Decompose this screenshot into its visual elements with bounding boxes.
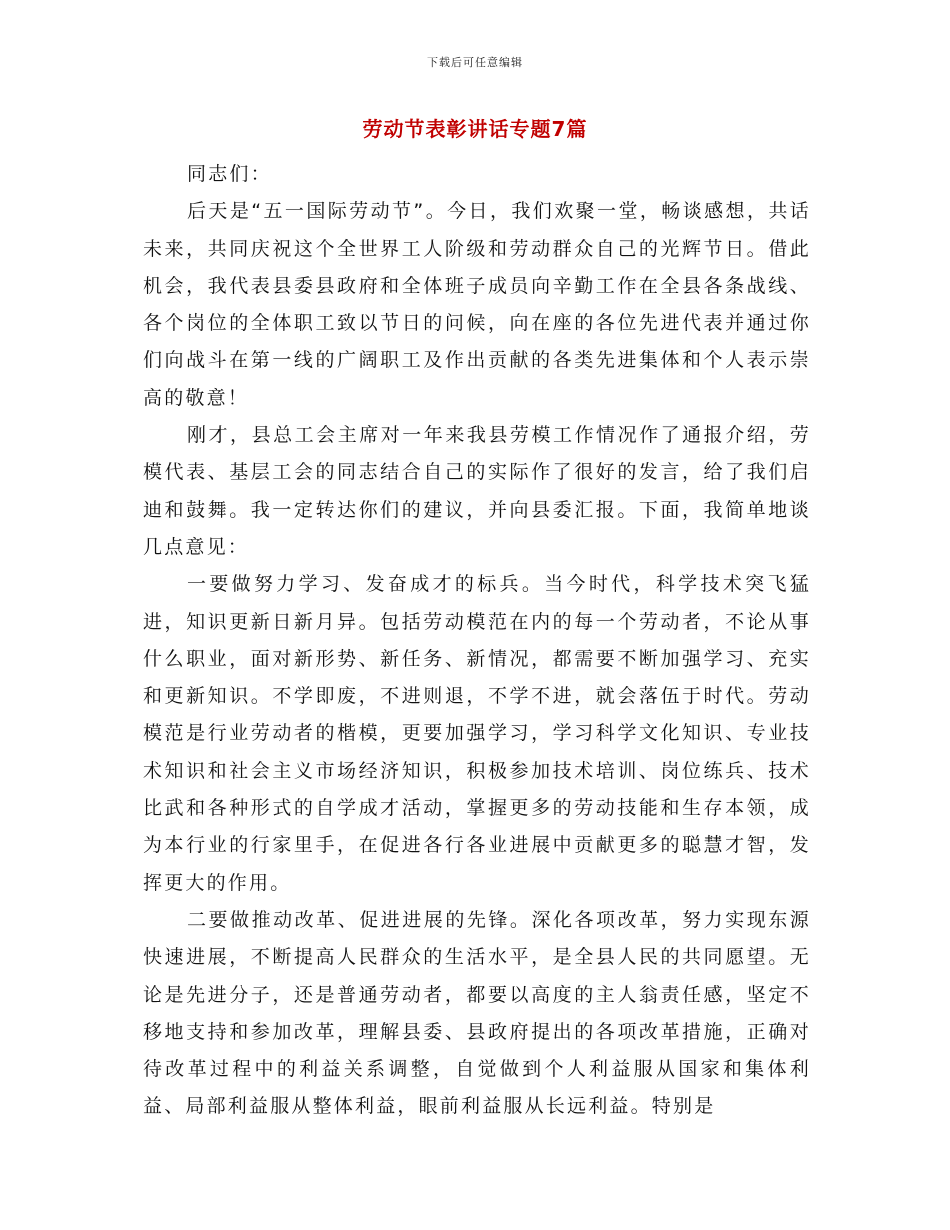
body-paragraph-2: 刚才，县总工会主席对一年来我县劳模工作情况作了通报介绍，劳模代表、基层工会的同志结合自己的实际作了很好的发言，给了我们启迪和鼓舞。我一定转达你们的建议，并向县委汇报。下面，我简单地谈几点意见： <box>143 424 811 558</box>
salutation-paragraph: 同志们： <box>187 163 272 185</box>
body-paragraph-1: 后天是“五一国际劳动节”。今日，我们欢聚一堂，畅谈感想，共话未来，共同庆祝这个全世界工人阶级和劳动群众自己的光辉节日。借此机会，我代表县委县政府和全体班子成员向辛勤工作在全县各条战线、各个岗位的全体职工致以节日的问候，向在座的各位先进代表并通过你们向战斗在第一线的广阔职工及作出贡献的各类先进集体和个人表示崇高的敬意！ <box>143 200 811 409</box>
body-paragraph-4: 二要做推动改革、促进进展的先锋。深化各项改革，努力实现东源快速进展，不断提高人民群众的生活水平，是全县人民的共同愿望。无论是先进分子，还是普通劳动者，都要以高度的主人翁责任感，坚定不移地支持和参加改革，理解县委、县政府提出的各项改革措施，正确对待改革过程中的利益关系调整，自觉做到个人利益服从国家和集体利益、局部利益服从整体利益，眼前利益服从长远利益。特别是 <box>143 908 811 1118</box>
document-body <box>143 156 811 1126</box>
header-note: 下载后可任意编辑 <box>427 56 523 69</box>
body-paragraph-3: 一要做努力学习、发奋成才的标兵。当今时代，科学技术突飞猛进，知识更新日新月异。包括劳动模范在内的每一个劳动者，不论从事什么职业，面对新形势、新任务、新情况，都需要不断加强学习、充实和更新知识。不学即废，不进则退，不学不进，就会落伍于时代。劳动模范是行业劳动者的楷模，更要加强学习，学习科学文化知识、专业技术知识和社会主义市场经济知识，积极参加技术培训、岗位练兵、技术比武和各种形式的自学成才活动，掌握更多的劳动技能和生存本领，成为本行业的行家里手，在促进各行各业进展中贡献更多的聪慧才智，发挥更大的作用。 <box>143 573 811 894</box>
document-title: 劳动节表彰讲话专题7篇 <box>362 117 588 141</box>
